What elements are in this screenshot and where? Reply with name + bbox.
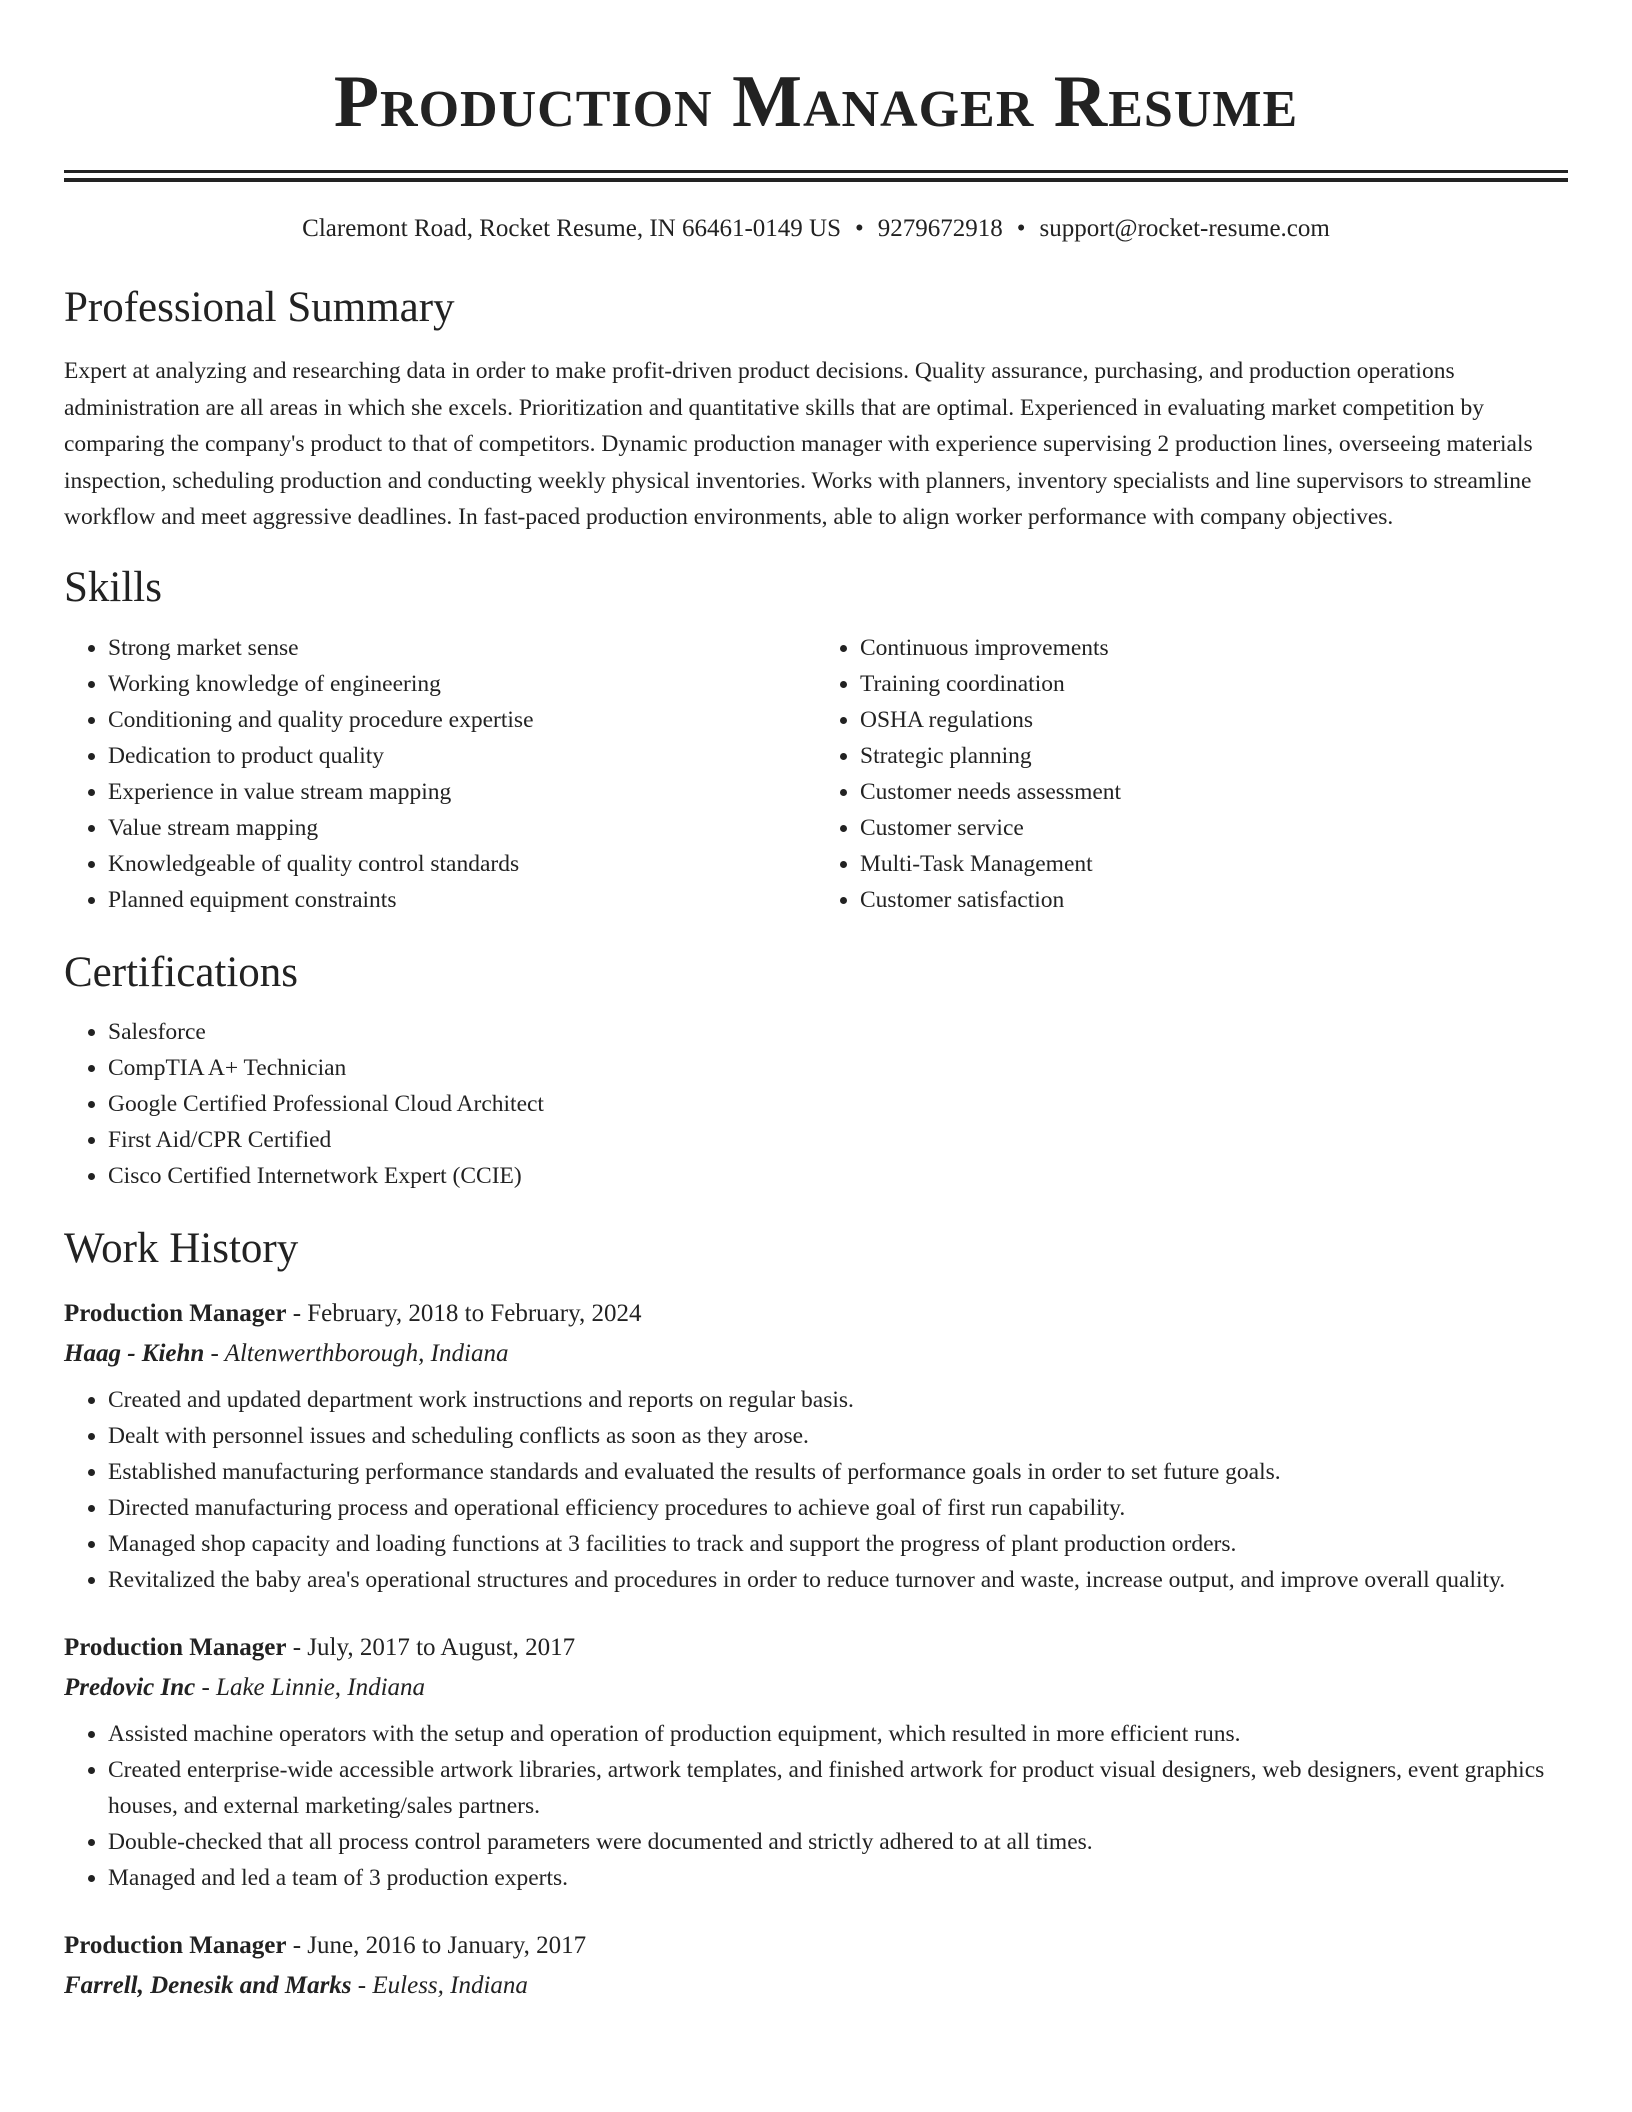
job-location: Altenwerthborough, Indiana (224, 1339, 509, 1367)
certification-item: • First Aid/CPR Certified (108, 1122, 1568, 1158)
contact-separator: • (1016, 215, 1026, 242)
job-entry (64, 1926, 1568, 2006)
job-dates: July, 2017 to August, 2017 (307, 1633, 576, 1661)
job-entry (64, 1294, 1568, 1598)
job-bullet: • Created and updated department work instructions and reports on regular basis. (108, 1382, 1568, 1418)
title-divider (64, 170, 1568, 182)
skill-item: • Value stream mapping (108, 810, 816, 846)
skill-item: • Strategic planning (860, 738, 1568, 774)
job-company-line: Predovic Inc - Lake Linnie, Indiana (64, 1673, 426, 1701)
contact-address: Claremont Road, Rocket Resume, IN 66461-0149 US (302, 215, 841, 242)
skill-item: • Dedication to product quality (108, 738, 816, 774)
skills-list-right (816, 630, 1568, 918)
skill-item: • Customer service (860, 810, 1568, 846)
job-bullet: • Revitalized the baby area's operational structures and procedures in order to reduce turnover and waste, increase output, and improve overall quality. (108, 1562, 1568, 1598)
resume-title: Production Manager Resume (333, 61, 1299, 143)
job-bullet: • Managed and led a team of 3 production experts. (108, 1860, 1568, 1896)
skill-item: • Planned equipment constraints (108, 882, 816, 918)
skill-item: • OSHA regulations (860, 702, 1568, 738)
skill-item: • Continuous improvements (860, 630, 1568, 666)
job-dates: February, 2018 to February, 2024 (307, 1299, 642, 1327)
job-bullet: • Created enterprise-wide accessible artwork libraries, artwork templates, and finished artwork for product visual designers, web designers, event graphics houses, and external marketing/sales partners. (108, 1752, 1568, 1824)
skill-item: • Customer needs assessment (860, 774, 1568, 810)
certification-item: • Salesforce (108, 1014, 1568, 1050)
skill-item: • Training coordination (860, 666, 1568, 702)
job-company-line: Haag - Kiehn - Altenwerthborough, Indiana (64, 1339, 509, 1367)
contact-phone: 9279672918 (877, 215, 1003, 242)
job-bullets (64, 1716, 1568, 1896)
job-location: Euless, Indiana (372, 1971, 528, 1999)
contact-email: support@rocket-resume.com (1039, 215, 1330, 242)
skill-item: • Multi-Task Management (860, 846, 1568, 882)
job-company: Predovic Inc (64, 1673, 196, 1701)
job-bullet: • Managed shop capacity and loading functions at 3 facilities to track and support the progress of plant production orders. (108, 1526, 1568, 1562)
certification-item: • CompTIA A+ Technician (108, 1050, 1568, 1086)
work-history-heading: Work History (64, 1224, 299, 1272)
certifications-heading: Certifications (64, 948, 299, 996)
skills-columns (64, 630, 1568, 918)
job-title-line: Production Manager - July, 2017 to August, 2017 (64, 1633, 576, 1661)
job-title: Production Manager (64, 1299, 287, 1327)
job-bullet: • Directed manufacturing process and operational efficiency procedures to achieve goal of first run capability. (108, 1490, 1568, 1526)
job-bullet: • Established manufacturing performance standards and evaluated the results of performance goals in order to set future goals. (108, 1454, 1568, 1490)
skill-item: • Working knowledge of engineering (108, 666, 816, 702)
job-bullets (64, 1382, 1568, 1598)
skills-heading: Skills (64, 563, 162, 611)
skill-item: • Knowledgeable of quality control standards (108, 846, 816, 882)
skill-item: • Strong market sense (108, 630, 816, 666)
summary-text: Expert at analyzing and researching data in order to make profit-driven product decisions. Quality assurance, purchasing, and production operations administration are all areas in which she excels. Prioritization and quantitative skills that are optimal. Experienced in evaluating market competition by comparing the company's product to that of competitors. Dynamic production manager with experience supervising 2 production lines, overseeing materials inspection, scheduling production and conducting weekly physical inventories. Works with planners, inventory specialists and line supervisors to streamline workflow and meet aggressive deadlines. In fast-paced production environments, able to align worker performance with company objectives. (64, 358, 1533, 530)
summary-heading: Professional Summary (64, 284, 455, 331)
job-company: Farrell, Denesik and Marks (64, 1971, 352, 1999)
job-bullet: • Double-checked that all process control parameters were documented and strictly adhered to at all times. (108, 1824, 1568, 1860)
skill-item: • Customer satisfaction (860, 882, 1568, 918)
job-title-line: Production Manager - June, 2016 to January, 2017 (64, 1931, 587, 1959)
job-bullet: • Dealt with personnel issues and scheduling conflicts as soon as they arose. (108, 1418, 1568, 1454)
job-dates: June, 2016 to January, 2017 (307, 1931, 587, 1959)
skills-list-left (64, 630, 816, 918)
job-company-line: Farrell, Denesik and Marks - Euless, Indiana (64, 1971, 528, 1999)
job-title-line: Production Manager - February, 2018 to February, 2024 (64, 1299, 642, 1327)
contact-line (64, 214, 1568, 244)
job-title: Production Manager (64, 1633, 287, 1661)
skill-item: • Conditioning and quality procedure expertise (108, 702, 816, 738)
job-bullet: • Assisted machine operators with the setup and operation of production equipment, which resulted in more efficient runs. (108, 1716, 1568, 1752)
contact-separator: • (855, 215, 864, 242)
skill-item: • Experience in value stream mapping (108, 774, 816, 810)
certification-item: • Cisco Certified Internetwork Expert (CCIE) (108, 1158, 1568, 1194)
job-title: Production Manager (64, 1931, 287, 1959)
job-company: Haag - Kiehn (64, 1339, 205, 1367)
certification-item: • Google Certified Professional Cloud Architect (108, 1086, 1568, 1122)
job-entry (64, 1628, 1568, 1896)
certifications-list (64, 1014, 1568, 1194)
job-location: Lake Linnie, Indiana (216, 1673, 426, 1701)
